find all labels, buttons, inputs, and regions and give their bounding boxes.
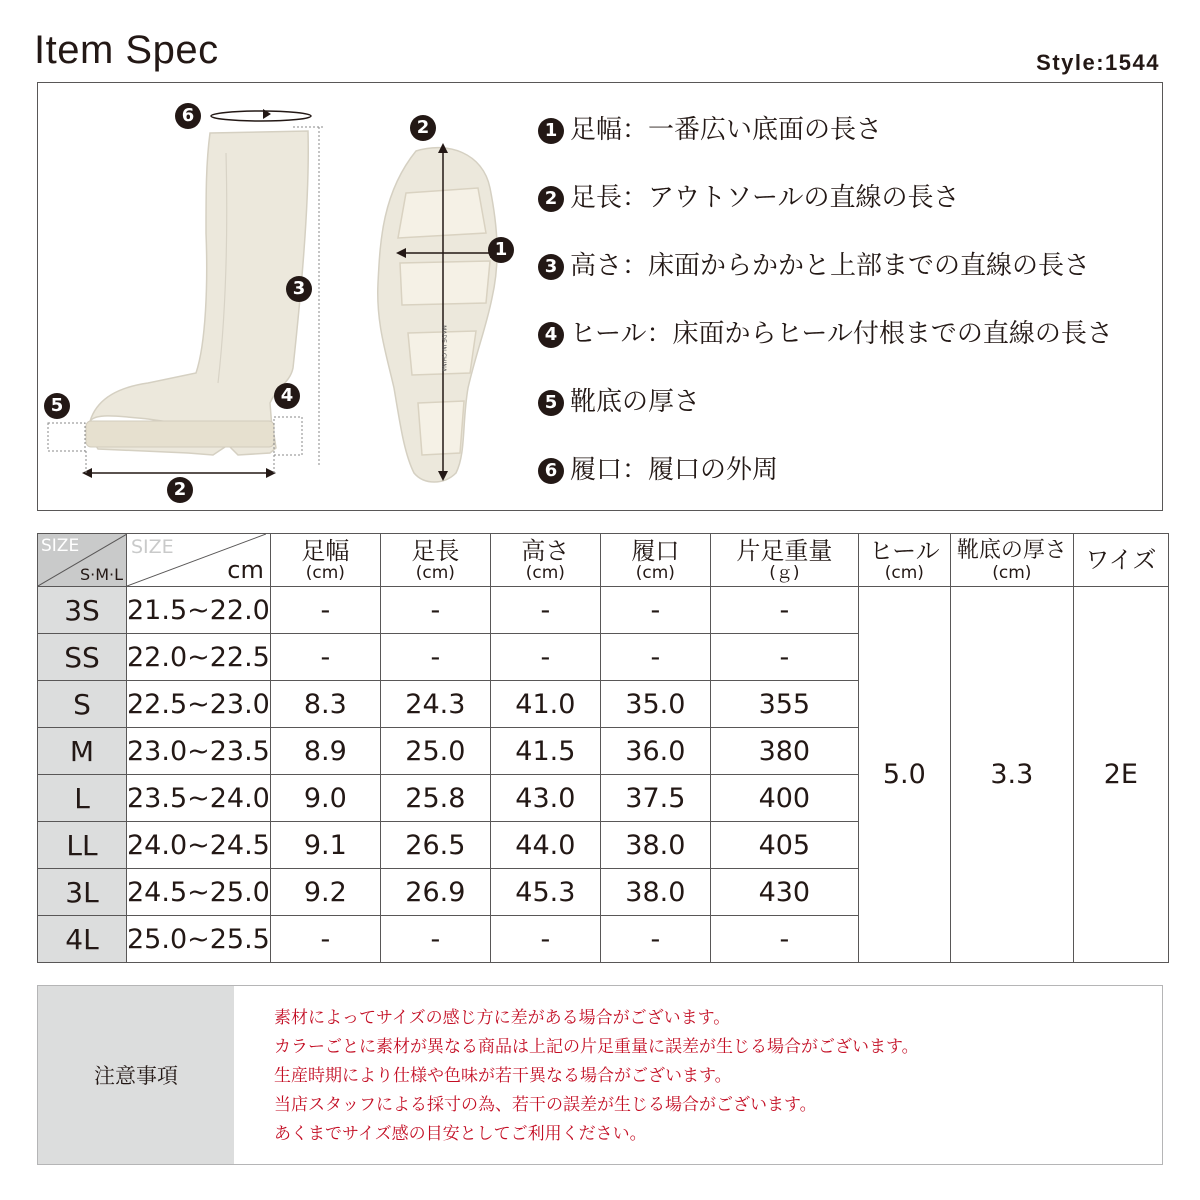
note-line: カラーごとに素材が異なる商品は上記の片足重量に誤差が生じる場合がございます。: [274, 1037, 919, 1057]
cm-range: 21.5~22.0: [127, 587, 271, 634]
cell-weight: 355: [710, 681, 858, 728]
marker-6-icon: 6: [175, 103, 201, 129]
table-header-row: [38, 534, 1169, 587]
legend-number-icon: 1: [538, 118, 564, 144]
cell-opening: -: [600, 587, 710, 634]
spec-diagram-panel: [37, 82, 1163, 511]
cm-range: 23.5~24.0: [127, 775, 271, 822]
col-header-sole-thickness: 靴底の厚さ (cm): [950, 534, 1073, 587]
col-header-width-fit: ワイズ: [1073, 534, 1168, 587]
cell-weight: -: [710, 587, 858, 634]
marker-5-icon: 5: [44, 393, 70, 419]
size-label: 3S: [38, 587, 127, 634]
legend-number-icon: 5: [538, 390, 564, 416]
cell-opening: 38.0: [600, 822, 710, 869]
cell-foot-width: 8.9: [270, 728, 380, 775]
cell-foot-length: -: [380, 587, 490, 634]
cell-height: -: [490, 587, 600, 634]
cell-height: -: [490, 916, 600, 963]
cm-top-label: SIZE: [131, 536, 174, 558]
cm-bottom-label: cm: [227, 556, 264, 584]
legend-text: 靴底の厚さ: [570, 387, 701, 417]
table-row: [38, 587, 1169, 634]
cm-range: 22.0~22.5: [127, 634, 271, 681]
cell-height: 41.0: [490, 681, 600, 728]
size-label: 3L: [38, 869, 127, 916]
cell-foot-length: 26.5: [380, 822, 490, 869]
cell-height: -: [490, 634, 600, 681]
cell-foot-length: -: [380, 634, 490, 681]
cell-weight: 405: [710, 822, 858, 869]
col-header-height: 高さ (cm): [490, 534, 600, 587]
col-header-foot-length: 足長 (cm): [380, 534, 490, 587]
cell-heel: 5.0: [858, 587, 950, 963]
size-label: L: [38, 775, 127, 822]
cell-foot-width: 9.2: [270, 869, 380, 916]
corner-top-label: SIZE: [41, 536, 80, 556]
cell-opening: 37.5: [600, 775, 710, 822]
legend-number-icon: 4: [538, 322, 564, 348]
size-label: M: [38, 728, 127, 775]
cell-foot-width: 9.1: [270, 822, 380, 869]
notes-body: [234, 986, 919, 1164]
page-title: Item Spec: [34, 28, 219, 72]
marker-4-icon: 4: [274, 383, 300, 409]
cell-foot-width: 9.0: [270, 775, 380, 822]
cell-weight: -: [710, 634, 858, 681]
cell-foot-length: 26.9: [380, 869, 490, 916]
cell-foot-width: -: [270, 587, 380, 634]
legend-text: 高さ：床面からかかと上部までの直線の長さ: [570, 251, 1091, 281]
marker-2-bottom-icon: 2: [167, 477, 193, 503]
cell-foot-width: 8.3: [270, 681, 380, 728]
cell-foot-width: -: [270, 634, 380, 681]
legend-item-2: [538, 177, 959, 214]
legend-item-6: [538, 449, 778, 486]
cm-range: 24.0~24.5: [127, 822, 271, 869]
size-label: LL: [38, 822, 127, 869]
cell-weight: 380: [710, 728, 858, 775]
col-header-foot-width: 足幅 (cm): [270, 534, 380, 587]
note-line: あくまでサイズ感の目安としてご利用ください。: [274, 1124, 647, 1144]
marker-2-top-icon: 2: [410, 115, 436, 141]
cell-width-fit: 2E: [1073, 587, 1168, 963]
size-label: 4L: [38, 916, 127, 963]
col-header-weight: 片足重量 (ｇ): [710, 534, 858, 587]
cell-opening: 36.0: [600, 728, 710, 775]
cell-opening: 35.0: [600, 681, 710, 728]
size-label: SS: [38, 634, 127, 681]
legend-item-3: [538, 245, 1090, 282]
cell-foot-width: -: [270, 916, 380, 963]
cell-sole-thickness: 3.3: [950, 587, 1073, 963]
cm-range: 25.0~25.5: [127, 916, 271, 963]
size-corner-cell: [38, 534, 127, 587]
legend-item-5: [538, 381, 700, 418]
cell-height: 43.0: [490, 775, 600, 822]
legend-text: 足長：アウトソールの直線の長さ: [570, 183, 960, 213]
sole-bottom-illustration: [358, 133, 528, 493]
cell-weight: 400: [710, 775, 858, 822]
cell-opening: -: [600, 916, 710, 963]
marker-3-icon: 3: [286, 276, 312, 302]
cell-height: 44.0: [490, 822, 600, 869]
cm-corner-cell: [127, 534, 271, 587]
size-table: [37, 533, 1169, 963]
legend-text: ヒール：床面からヒール付根までの直線の長さ: [570, 319, 1113, 349]
cell-weight: -: [710, 916, 858, 963]
note-line: 素材によってサイズの感じ方に差がある場合がございます。: [274, 1008, 731, 1028]
cell-foot-length: 25.0: [380, 728, 490, 775]
corner-bottom-label: S·M·L: [79, 565, 123, 584]
legend-number-icon: 3: [538, 254, 564, 280]
col-header-opening: 履口 (cm): [600, 534, 710, 587]
cell-opening: 38.0: [600, 869, 710, 916]
legend-item-4: [538, 313, 1113, 350]
note-line: 生産時期により仕様や色味が若干異なる場合がございます。: [274, 1066, 732, 1086]
cell-foot-length: 25.8: [380, 775, 490, 822]
cell-height: 41.5: [490, 728, 600, 775]
style-number: Style:1544: [1036, 50, 1160, 75]
sole-print: MADE IN CHINA: [439, 325, 447, 372]
cell-weight: 430: [710, 869, 858, 916]
legend-text: 足幅：一番広い底面の長さ: [570, 115, 883, 145]
note-line: 当店スタッフによる採寸の為、若干の誤差が生じる場合がございます。: [274, 1095, 817, 1115]
cm-range: 22.5~23.0: [127, 681, 271, 728]
cell-opening: -: [600, 634, 710, 681]
legend-item-1: [538, 109, 882, 146]
notes-label: 注意事項: [38, 986, 234, 1164]
legend-number-icon: 2: [538, 186, 564, 212]
cell-foot-length: -: [380, 916, 490, 963]
cell-foot-length: 24.3: [380, 681, 490, 728]
marker-1-icon: 1: [488, 237, 514, 263]
cm-range: 23.0~23.5: [127, 728, 271, 775]
notes-panel: [37, 985, 1163, 1165]
legend-text: 履口：履口の外周: [570, 455, 779, 485]
cell-height: 45.3: [490, 869, 600, 916]
cm-range: 24.5~25.0: [127, 869, 271, 916]
col-header-heel: ヒール (cm): [858, 534, 950, 587]
legend-number-icon: 6: [538, 458, 564, 484]
size-label: S: [38, 681, 127, 728]
